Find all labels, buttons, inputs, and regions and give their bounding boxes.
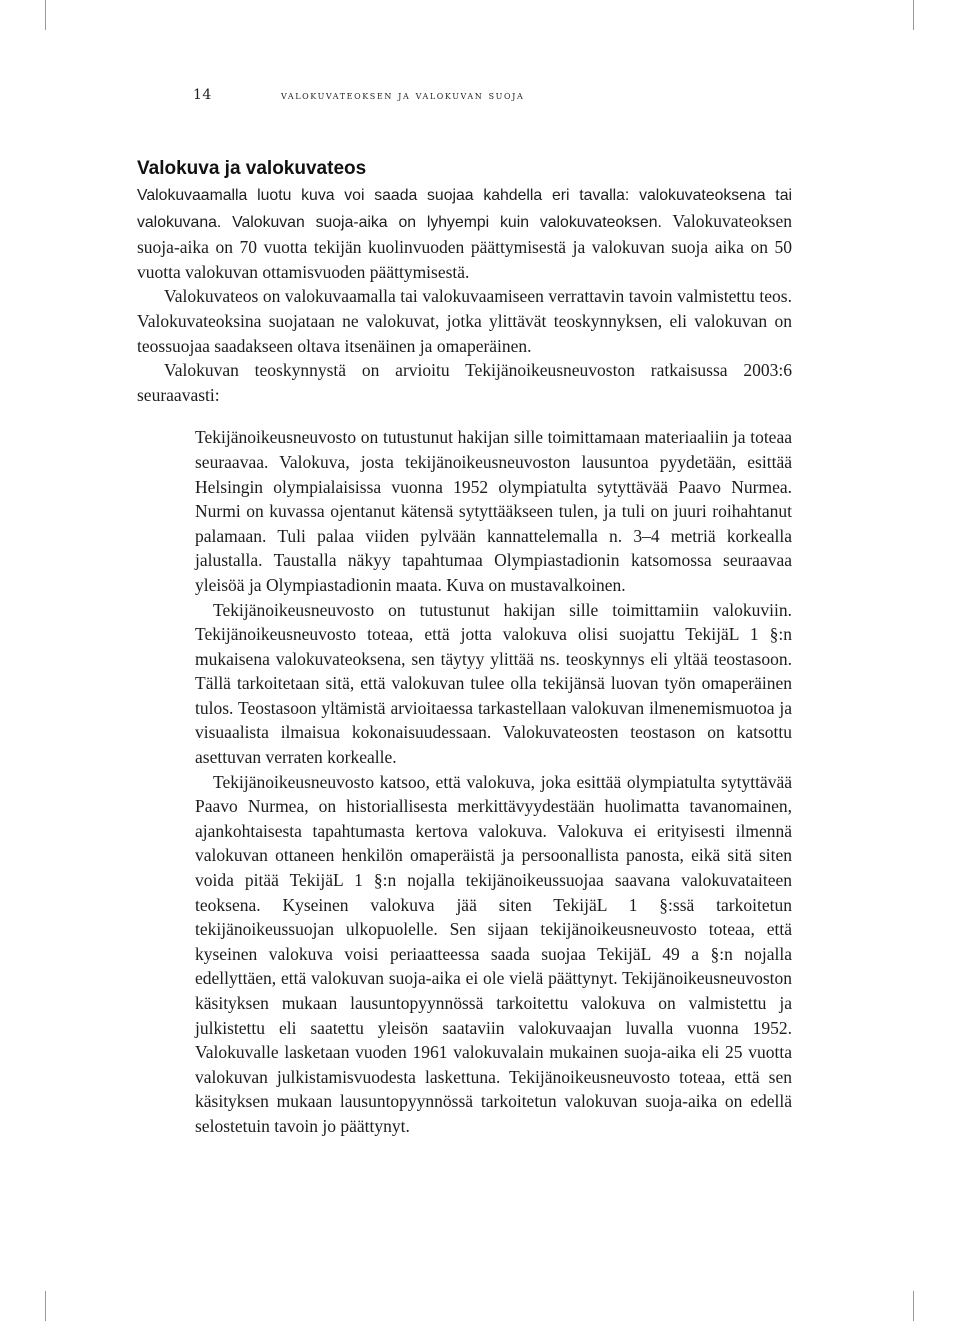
quote-paragraph-1: Tekijänoikeusneuvosto on tutustunut hakijan sille toimittamaan materiaaliin ja toteaa seuraavaa. Valokuva, josta tekijänoikeusneuvoston lausuntoa pyydetään, esittää Helsingin olympialaisissa vuonna 1952 olympiatulta sytyttävää Paavo Nurmea. Nurmi on kuvassa ojentanut kätensä sytyttääkseen tulen, ja tuli on juuri roihahtanut palamaan. Tuli palaa viiden pylvään kannattelemalla n. 3–4 metriä korkealla jalustalla. Taustalla näkyy tapahtumaa Olympiastadionin katsomossa seuraavaa yleisöä ja Olympiastadionin maata. Kuva on mustavalkoinen.	[195, 427, 792, 595]
crop-mark-top-left	[45, 0, 46, 30]
running-title: valokuvateoksen ja valokuvan suoja	[281, 88, 525, 102]
lead-sentence: Valokuvaamalla luotu kuva voi saada suojaa kahdella eri tavalla: valokuvateoksena tai valokuvana. Valokuvan suoja-aika on lyhyempi kuin valokuvateoksen.	[137, 187, 792, 231]
paragraph-1-rest: Valokuvateoksen suoja-aika on 70 vuotta tekijän kuolinvuoden päättymisestä ja valokuvan suoja aika on 50 vuotta valokuvan ottamisvuoden päättymisestä.	[137, 210, 792, 282]
quote-paragraph-2: Tekijänoikeusneuvosto on tutustunut hakijan sille toimittamiin valokuviin. Tekijänoikeusneuvosto toteaa, että jotta valokuva olisi suojattu TekijäL 1 §:n mukaisena valokuvateoksena, sen täytyy ylittää ns. teoskynnys eli yltää teostasoon. Tällä tarkoitetaan sitä, että valokuvan tulee olla tekijänsä luovan työn omaperäinen tulos. Teostasoon yltämistä arvioitaessa tarkastellaan valokuvan ilmenemismuotoa ja visuaalista ilmaisua kokonaisuudessaan. Valokuvateosten teostason on katsottu asettuvan verraten korkealle.	[195, 599, 792, 768]
crop-mark-top-right	[913, 0, 914, 30]
body-text	[137, 157, 792, 1139]
running-header	[0, 87, 960, 111]
crop-mark-bottom-left	[45, 1291, 46, 1321]
section-heading: Valokuva ja valokuvateos	[137, 158, 367, 179]
page-number: 14	[193, 87, 212, 103]
crop-mark-bottom-right	[913, 1291, 914, 1321]
paragraph-3: Valokuvan teoskynnystä on arvioitu Tekijänoikeusneuvoston ratkaisussa 2003:6 seuraavasti:	[137, 360, 792, 405]
block-quote	[195, 425, 792, 1138]
quote-paragraph-3: Tekijänoikeusneuvosto katsoo, että valokuva, joka esittää olympiatulta sytyttävää Paavo Nurmea, on historiallisesta merkittävyydestään huolimatta tavanomainen, ajankohtaisesta tapahtumasta kertova valokuva. Valokuva ei erityisesti ilmennä valokuvan ottaneen henkilön omaperäistä ja persoonallista panosta, eikä sitä siten voida pitää TekijäL 1 §:n nojalla tekijänoikeussuojaa saavana valokuvataiteen teoksena. Kyseinen valokuva jää siten TekijäL 1 §:ssä tarkoitetun tekijänoikeussuojan ulkopuolelle. Sen sijaan tekijänoikeusneuvosto toteaa, että kyseinen valokuva voisi periaatteessa saada suojaa TekijäL 49 a §:n nojalla edellyttäen, että valokuvan suoja-aika ei ole vielä päättynyt. Tekijänoikeusneuvoston käsityksen mukaan lausuntopyynnössä tarkoitettu valokuva on valmistettu ja julkistettu eli saatettu yleisön saataviin valokuvaajan luvalla vuonna 1952. Valokuvalle lasketaan vuoden 1961 valokuvalain mukainen suoja-aika eli 25 vuotta valokuvan julkistamisvuodesta laskettuna. Tekijänoikeusneuvosto toteaa, että sen käsityksen mukaan lausuntopyynnössä tarkoitetun valokuvan suoja-aika on edellä selostetuin tavoin jo päättynyt.	[195, 771, 792, 1136]
paragraph-1	[137, 182, 792, 284]
paragraph-2: Valokuvateos on valokuvaamalla tai valokuvaamiseen verrattavin tavoin valmistettu teos. Valokuvateoksina suojataan ne valokuvat, jotka ylittävät teoskynnyksen, eli valokuvan on teossuojaa saadakseen oltava itsenäinen ja omaperäinen.	[137, 286, 792, 356]
